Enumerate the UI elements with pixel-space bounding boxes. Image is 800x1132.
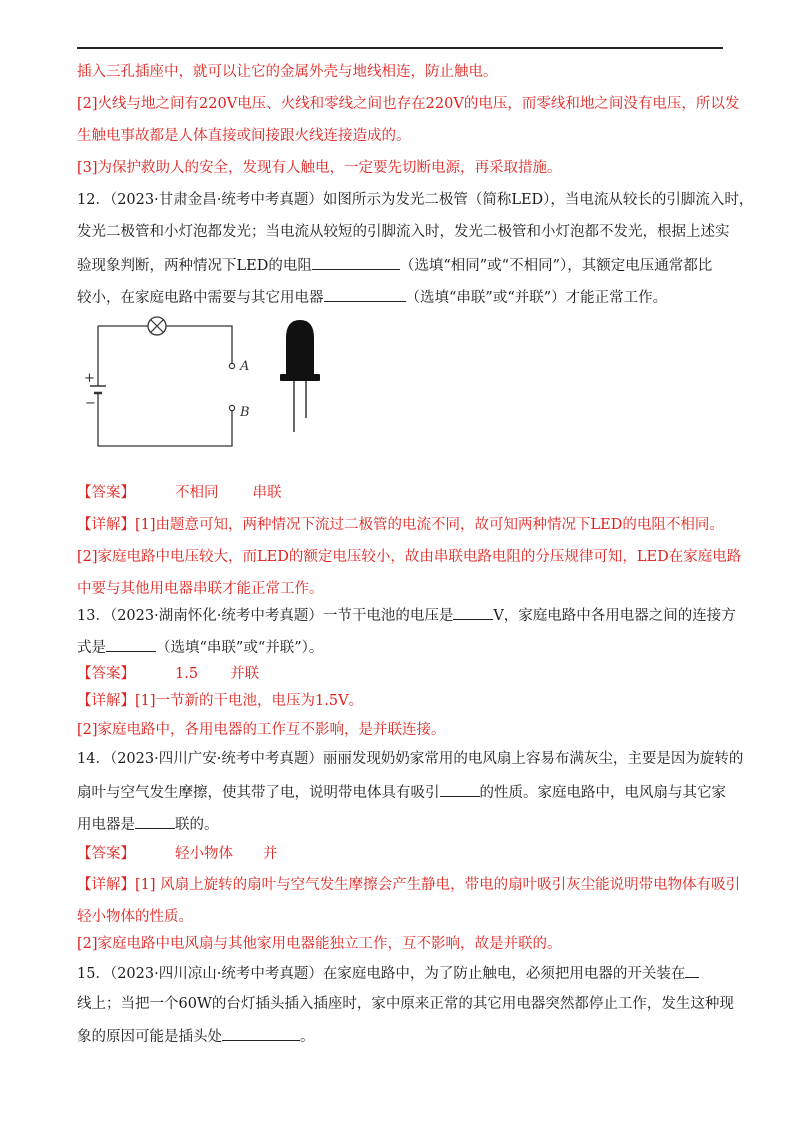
answer-label: 【答案】 — [77, 666, 135, 682]
detail-line: 【详解】[1]一节新的干电池，电压为1.5V。 — [77, 693, 364, 709]
question-12-line: 发光二极管和小灯泡都发光；当电流从较短的引脚流入时，发光二极管和小灯泡都不发光，根据上述实 — [77, 224, 730, 240]
question-text: 验现象判断，两种情况下LED的电阻 — [77, 258, 312, 274]
bulb-icon — [148, 317, 166, 335]
led-icon — [280, 320, 320, 432]
question-text: 联的。 — [175, 817, 219, 833]
question-text: 。 — [300, 1029, 315, 1045]
terminal-b — [229, 405, 234, 410]
question-text: （选填“串联”或“并联”）才能正常工作。 — [405, 290, 668, 306]
question-14-line — [77, 813, 219, 835]
answer-value: 并联 — [230, 666, 260, 682]
detail-line: [2]家庭电路中电风扇与其他家用电器能独立工作，互不影响，故是并联的。 — [77, 936, 562, 952]
answer-label: 【答案】 — [77, 485, 135, 501]
circuit-figure — [72, 310, 342, 464]
explanation-line: 插入三孔插座中，就可以让它的金属外壳与地线相连，防止触电。 — [77, 64, 498, 80]
answer-value: 并 — [263, 846, 278, 862]
question-13-line — [77, 604, 736, 626]
minus-sign: − — [85, 396, 96, 411]
question-text: 用电器是 — [77, 817, 135, 833]
terminal-a — [229, 363, 234, 368]
answer-row-14 — [77, 844, 278, 864]
question-15-line — [77, 962, 699, 984]
detail-line: 中要与其他用电器串联才能正常工作。 — [77, 581, 324, 597]
question-text: 较小，在家庭电路中需要与其它用电器 — [77, 290, 324, 306]
answer-value: 轻小物体 — [175, 846, 233, 862]
question-12-line — [77, 286, 667, 308]
answer-blank — [106, 636, 156, 652]
terminal-b-label: B — [240, 405, 250, 420]
circuit-diagram — [72, 310, 342, 460]
question-text: 13．（2023·湖南怀化·统考中考真题）一节干电池的电压是 — [77, 608, 454, 624]
question-12-line: 12．（2023·甘肃金昌·统考中考真题）如图所示为发光二极管（简称LED），当电流从较长的引脚流入时， — [77, 192, 754, 208]
header-rule — [77, 47, 723, 49]
answer-blank — [135, 813, 175, 829]
detail-line: [2]家庭电路中，各用电器的工作互不影响，是并联连接。 — [77, 722, 446, 738]
answer-label: 【答案】 — [77, 846, 135, 862]
explanation-line: [2]火线与地之间有220V电压、火线和零线之间也存在220V的电压，而零线和地之间没有电压，所以发 — [77, 96, 740, 112]
answer-row-13 — [77, 664, 259, 684]
question-14-line — [77, 781, 726, 803]
answer-value: 1.5 — [175, 666, 199, 682]
detail-line: 轻小物体的性质。 — [77, 909, 193, 925]
question-text: 扇叶与空气发生摩擦，使其带了电，说明带电体具有吸引 — [77, 785, 440, 801]
question-text: 象的原因可能是插头处 — [77, 1029, 222, 1045]
detail-line: 【详解】[1]由题意可知，两种情况下流过二极管的电流不同，故可知两种情况下LED的电阻不相同。 — [77, 517, 724, 533]
question-14-line: 14．（2023·四川广安·统考中考真题）丽丽发现奶奶家常用的电风扇上容易布满灰尘，主要是因为旋转的 — [77, 751, 744, 767]
answer-value: 不相同 — [175, 485, 219, 501]
plus-sign: + — [84, 371, 95, 386]
answer-blank — [685, 962, 699, 978]
question-text: 15．（2023·四川凉山·统考中考真题）在家庭电路中，为了防止触电，必须把用电器的开关装在 — [77, 966, 686, 982]
question-text: 的性质。家庭电路中，电风扇与其它家 — [479, 785, 726, 801]
explanation-line: 生触电事故都是人体直接或间接跟火线连接造成的。 — [77, 128, 411, 144]
question-text: （选填“串联”或“并联”）。 — [156, 640, 324, 656]
question-text: 式是 — [77, 640, 106, 656]
question-12-line — [77, 254, 712, 276]
answer-blank — [453, 604, 493, 620]
explanation-line: [3]为保护救助人的安全，发现有人触电，一定要先切断电源，再采取措施。 — [77, 160, 562, 176]
question-15-line — [77, 1025, 315, 1047]
answer-blank — [324, 286, 406, 302]
question-text: V，家庭电路中各用电器之间的连接方 — [493, 608, 736, 624]
question-15-line: 线上；当把一个60W的台灯插头插入插座时，家中原来正常的其它用电器突然都停止工作，发生这种现 — [77, 996, 734, 1012]
answer-blank — [222, 1025, 300, 1041]
answer-blank — [440, 781, 480, 797]
answer-row-12 — [77, 483, 282, 503]
question-13-line — [77, 636, 323, 658]
answer-blank — [312, 254, 400, 270]
detail-line: 【详解】[1] 风扇上旋转的扇叶与空气发生摩擦会产生静电，带电的扇叶吸引灰尘能说明带电物体有吸引 — [77, 877, 741, 893]
question-text: （选填“相同”或“不相同”），其额定电压通常都比 — [399, 258, 713, 274]
terminal-a-label: A — [240, 359, 250, 374]
answer-value: 串联 — [252, 485, 282, 501]
detail-line: [2]家庭电路中电压较大，而LED的额定电压较小，故由串联电路电阻的分压规律可知，LED在家庭电路 — [77, 549, 742, 565]
